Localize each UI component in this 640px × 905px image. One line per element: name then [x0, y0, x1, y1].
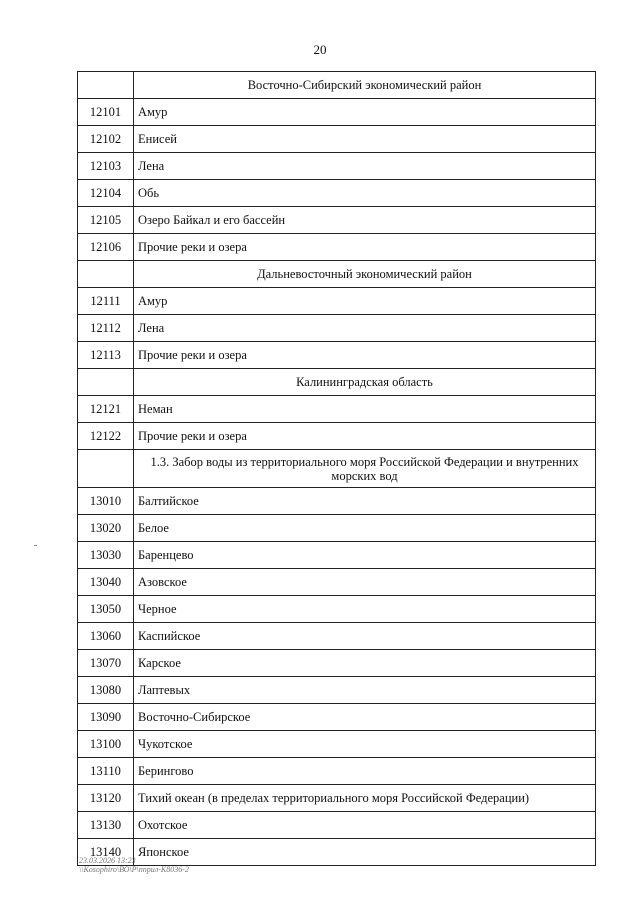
- name-cell: Каспийское: [134, 623, 596, 650]
- code-cell: [78, 72, 134, 99]
- code-cell: 13070: [78, 650, 134, 677]
- name-cell: Прочие реки и озера: [134, 423, 596, 450]
- table-row: [78, 542, 596, 569]
- name-cell: Лена: [134, 315, 596, 342]
- table-row: [78, 153, 596, 180]
- name-cell: Берингово: [134, 758, 596, 785]
- name-cell: Азовское: [134, 569, 596, 596]
- name-cell: Балтийское: [134, 488, 596, 515]
- table-row: [78, 315, 596, 342]
- table-row: [78, 288, 596, 315]
- section-heading-cell: Восточно-Сибирский экономический район: [134, 72, 596, 99]
- code-cell: 12104: [78, 180, 134, 207]
- code-cell: 12103: [78, 153, 134, 180]
- code-cell: 13100: [78, 731, 134, 758]
- table-row: [78, 234, 596, 261]
- table-row: [78, 515, 596, 542]
- name-cell: Лена: [134, 153, 596, 180]
- code-cell: 13020: [78, 515, 134, 542]
- section-heading-cell: Калининградская область: [134, 369, 596, 396]
- code-cell: 12121: [78, 396, 134, 423]
- name-cell: Баренцево: [134, 542, 596, 569]
- name-cell: Обь: [134, 180, 596, 207]
- section-heading-row: [78, 450, 596, 488]
- table-row: [78, 423, 596, 450]
- code-cell: 12122: [78, 423, 134, 450]
- code-cell: 13080: [78, 677, 134, 704]
- name-cell: Амур: [134, 288, 596, 315]
- name-cell: Амур: [134, 99, 596, 126]
- document-stamp: [79, 856, 189, 874]
- code-cell: 13110: [78, 758, 134, 785]
- code-cell: 13090: [78, 704, 134, 731]
- name-cell: Неман: [134, 396, 596, 423]
- name-cell: Японское: [134, 839, 596, 866]
- table-row: [78, 704, 596, 731]
- code-cell: 13050: [78, 596, 134, 623]
- code-cell: 12112: [78, 315, 134, 342]
- code-cell: 12111: [78, 288, 134, 315]
- code-cell: [78, 450, 134, 488]
- table-row: [78, 650, 596, 677]
- code-cell: 13140: [78, 839, 134, 866]
- name-cell: Чукотское: [134, 731, 596, 758]
- table-row: [78, 596, 596, 623]
- table-row: [78, 99, 596, 126]
- section-heading-row: [78, 261, 596, 288]
- stamp-timestamp: 23.03.2026 13:23: [79, 856, 136, 865]
- name-cell: Прочие реки и озера: [134, 234, 596, 261]
- section-heading-row: [78, 369, 596, 396]
- code-cell: 12101: [78, 99, 134, 126]
- table-row: [78, 785, 596, 812]
- name-cell: Восточно-Сибирское: [134, 704, 596, 731]
- code-cell: 13130: [78, 812, 134, 839]
- code-cell: 13040: [78, 569, 134, 596]
- name-cell: Белое: [134, 515, 596, 542]
- margin-mark: [34, 545, 37, 546]
- table-row: [78, 126, 596, 153]
- code-cell: [78, 369, 134, 396]
- name-cell: Карское: [134, 650, 596, 677]
- name-cell: Тихий океан (в пределах территориального моря Российской Федерации): [134, 785, 596, 812]
- code-cell: 13010: [78, 488, 134, 515]
- stamp-file-path: \\Kosophiro\ВО\Р\пприл-К8036-2: [79, 865, 189, 874]
- table-row: [78, 677, 596, 704]
- water-body-code-table: [77, 71, 596, 866]
- table-row: [78, 758, 596, 785]
- table-row: [78, 488, 596, 515]
- code-cell: 13030: [78, 542, 134, 569]
- table-row: [78, 180, 596, 207]
- name-cell: Прочие реки и озера: [134, 342, 596, 369]
- table-row: [78, 623, 596, 650]
- table-body: [78, 72, 596, 866]
- section-heading-row: [78, 72, 596, 99]
- table-row: [78, 342, 596, 369]
- name-cell: Охотское: [134, 812, 596, 839]
- section-heading-cell: Дальневосточный экономический район: [134, 261, 596, 288]
- table-row: [78, 569, 596, 596]
- name-cell: Черное: [134, 596, 596, 623]
- code-cell: 12105: [78, 207, 134, 234]
- name-cell: Озеро Байкал и его бассейн: [134, 207, 596, 234]
- code-cell: 13060: [78, 623, 134, 650]
- code-cell: 12102: [78, 126, 134, 153]
- name-cell: Енисей: [134, 126, 596, 153]
- table-row: [78, 731, 596, 758]
- page-number: 20: [313, 42, 327, 57]
- code-cell: 13120: [78, 785, 134, 812]
- section-heading-cell: 1.3. Забор воды из территориального моря Российской Федерации и внутренних морских вод: [134, 450, 596, 488]
- code-cell: [78, 261, 134, 288]
- table-row: [78, 812, 596, 839]
- name-cell: Лаптевых: [134, 677, 596, 704]
- table-row: [78, 396, 596, 423]
- code-cell: 12106: [78, 234, 134, 261]
- code-cell: 12113: [78, 342, 134, 369]
- table-row: [78, 207, 596, 234]
